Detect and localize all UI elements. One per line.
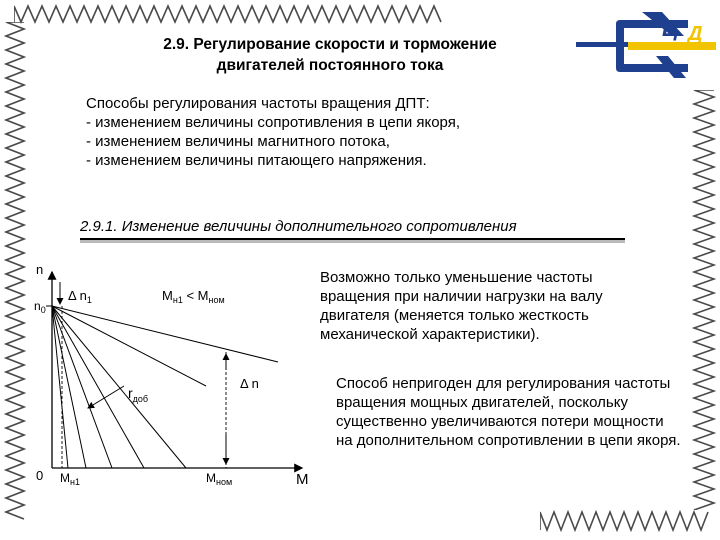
characteristic-line [52,306,278,362]
y-axis-label: n [36,262,44,277]
decorative-top-border [14,4,444,24]
n0-label: $n_0$ [34,299,46,315]
paragraph-unsuitable-method: Способ непригоден для регулирования частоты вращения мощных двигателей, поскольку существенно увеличиваются потери мощности на дополнительном сопротивлении в цепи якоря. [336,375,681,449]
slide-title [100,34,560,76]
characteristic-line [52,306,86,468]
characteristic-line [52,306,186,468]
r-dob-arrow [88,386,124,408]
m-n1-label: $M_{н1}$ [60,471,80,487]
logo-letter-d: Д [688,23,703,45]
delta-n-label: Δ n [240,376,259,391]
delta-n1-label: Δ $n_1$ [68,288,92,305]
title-line-2: двигателей постоянного тока [216,57,444,74]
load-condition-label: $M_{н1} < M_{ном}$ [162,288,225,305]
section-subtitle: 2.9.1. Изменение величины дополнительного сопротивления [80,216,625,240]
decorative-left-border [4,22,26,522]
r-dob-label: $r_{доб}$ [128,385,149,404]
characteristic-line [52,306,112,468]
intro-line: - изменением величины питающего напряжения. [86,152,427,169]
decorative-bottom-border [540,510,710,532]
m-nom-label: $M_{ном}$ [206,471,233,487]
decorative-right-border [692,90,716,510]
intro-text [86,94,556,170]
intro-line: - изменением величины магнитного потока, [86,133,390,150]
paragraph-possible-reduction: Возможно только уменьшение частоты вращения при наличии нагрузки на валу двигателя (меняется только жесткость механической характеристики). [320,269,603,343]
intro-line: - изменением величины сопротивления в цепи якоря, [86,114,461,131]
logo-gold-bar [628,42,716,50]
intro-line: Способы регулирования частоты вращения ДПТ: [86,95,430,112]
mechanical-characteristics-diagram [26,258,322,498]
university-logo [576,6,716,80]
x-axis-label: M [296,471,309,488]
title-line-1: 2.9. Регулирование скорости и торможение [163,36,497,53]
logo-letter-ts: Ц [662,16,679,41]
origin-label: 0 [36,468,44,483]
